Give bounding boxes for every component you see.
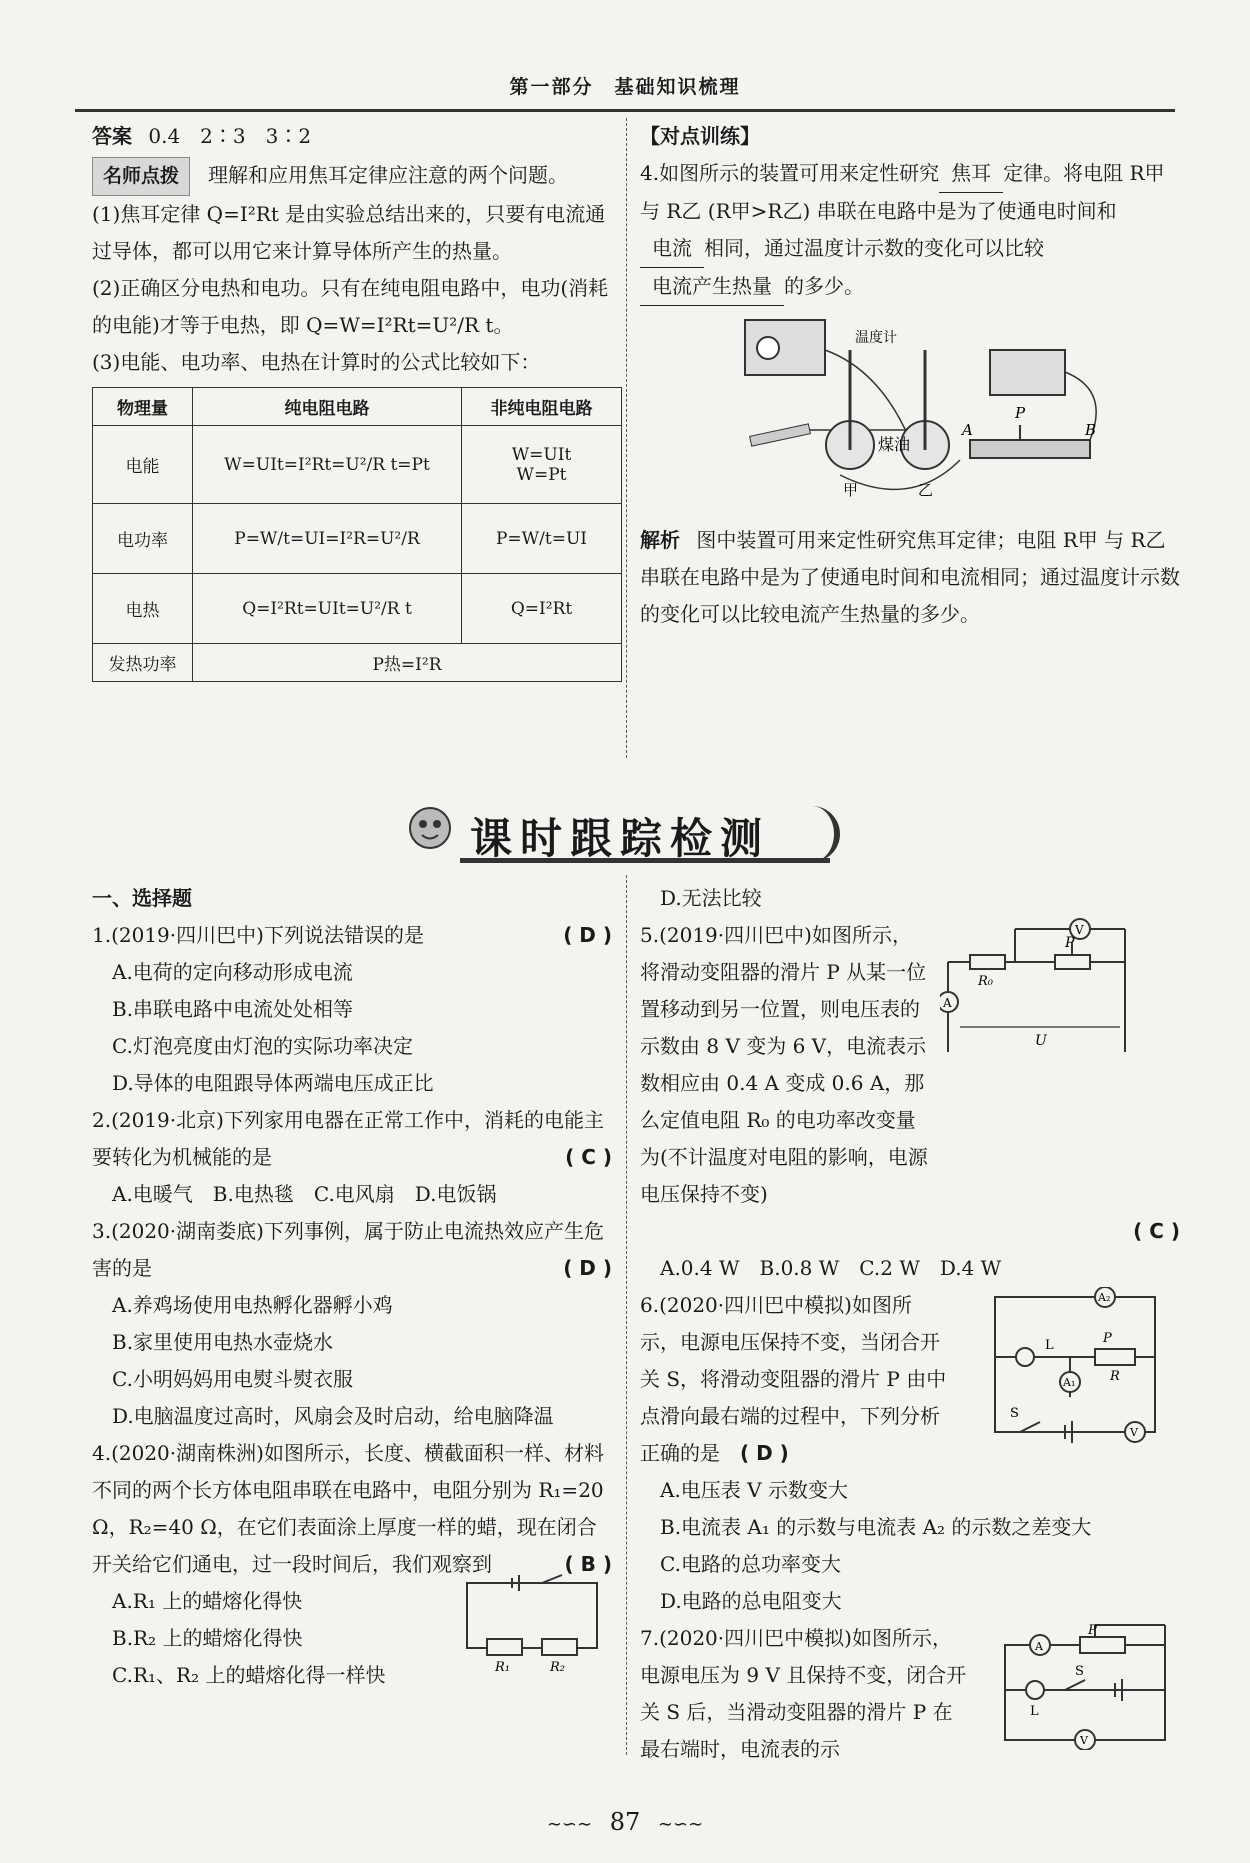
page-ornament-right: ∼∽∼ bbox=[657, 1814, 704, 1835]
q4-text-b: 定律。将电阻 R甲 与 R乙 (R甲>R乙) 串联在电路中是为了使通电时间和 bbox=[640, 161, 1165, 223]
q3-option: B.家里使用电热水壶烧水 bbox=[112, 1330, 334, 1354]
q1-option: A.电荷的定向移动形成电流 bbox=[112, 960, 353, 984]
q3-answer: ( D ) bbox=[563, 1256, 612, 1280]
right-column-bottom bbox=[640, 880, 1180, 1768]
q5-label-V: V bbox=[1075, 923, 1084, 937]
column-divider-top bbox=[626, 118, 627, 758]
q3-option: D.电脑温度过高时，风扇会及时启动，给电脑降温 bbox=[112, 1404, 554, 1428]
q7-label-P: P bbox=[1088, 1623, 1097, 1638]
column-divider-bottom bbox=[626, 875, 627, 1755]
table-cell: W=UIt W=Pt bbox=[462, 426, 622, 504]
q1-answer: ( D ) bbox=[563, 923, 612, 947]
table-cell: Q=I²Rt bbox=[462, 574, 622, 644]
q5-label-U: U bbox=[1035, 1033, 1047, 1049]
q4-label-r1: R₁ bbox=[495, 1660, 510, 1673]
question-2 bbox=[92, 1102, 612, 1176]
q7-text: 7.(2020·四川巴中模拟)如图所示，电源电压为 9 V 且保持不变，闭合开关 S 后，当滑动变阻器的滑片 P 在最右端时，电流表的示 bbox=[640, 1626, 967, 1761]
fig-label-thermometer: 温度计 bbox=[855, 330, 897, 346]
left-column-bottom bbox=[92, 880, 612, 1694]
q6-option: A.电压表 V 示数变大 bbox=[660, 1478, 848, 1502]
blank-1: 焦耳 bbox=[939, 155, 1003, 193]
table-cell: Q=I²Rt=UIt=U²/R t bbox=[193, 574, 462, 644]
left-column-top bbox=[92, 118, 617, 682]
q3-text: 3.(2020·湖南娄底)下列事例，属于防止电流热效应产生危害的是 bbox=[92, 1219, 604, 1280]
q6-label-V: V bbox=[1130, 1426, 1138, 1439]
q6-text: 6.(2020·四川巴中模拟)如图所示，电源电压保持不变，当闭合开关 S，将滑动变阻器的滑片 P 由中点滑向最右端的过程中，下列分析正确的是 bbox=[640, 1293, 947, 1465]
q4-text: 4.(2020·湖南株洲)如图所示，长度、横截面积一样、材料不同的两个长方体电阻串联在电路中，电阻分别为 R₁=20 Ω，R₂=40 Ω，在它们表面涂上厚度一样的蜡，现在闭合开关给它们通电，过一段时间后，我们观察到 bbox=[92, 1441, 604, 1576]
question-5-block bbox=[640, 917, 1180, 1287]
q2-options: A.电暖气 B.电热毯 C.电风扇 D.电饭锅 bbox=[112, 1182, 497, 1206]
q4-option: A.R₁ 上的蜡熔化得快 bbox=[112, 1589, 303, 1613]
q7-circuit-figure bbox=[995, 1620, 1175, 1750]
q4-answer: ( B ) bbox=[564, 1552, 612, 1576]
tip-badge: 名师点拨 bbox=[92, 157, 190, 196]
q6-label-P: P bbox=[1103, 1331, 1112, 1346]
q4-circuit-figure bbox=[457, 1573, 607, 1673]
table-cell: P=W/t=UI bbox=[462, 504, 622, 574]
q6-option: B.电流表 A₁ 的示数与电流表 A₂ 的示数之差变大 bbox=[660, 1515, 1092, 1539]
table-row bbox=[93, 644, 622, 682]
analysis bbox=[640, 522, 1180, 633]
answer-value: 0.4 2∶3 3∶2 bbox=[148, 124, 312, 148]
blank-3: 电流产生热量 bbox=[640, 268, 784, 306]
banner-tail bbox=[800, 806, 840, 862]
right-column-top bbox=[640, 118, 1180, 633]
q4-option-d: D.无法比较 bbox=[660, 886, 762, 910]
q5-text: 5.(2019·四川巴中)如图所示，将滑动变阻器的滑片 P 从某一位置移动到另一位置，则电压表的示数由 8 V 变为 6 V，电流表示数相应由 0.4 A 变成 0.6 A，那么定值电阻 R₀ 的电功率改变量为(不计温度对电阻的影响，电源电压保持不变) bbox=[640, 923, 928, 1206]
table-row bbox=[93, 426, 622, 504]
banner-title: 课时跟踪检测 bbox=[470, 814, 771, 863]
table-header: 物理量 bbox=[93, 388, 193, 426]
q5-answer-line bbox=[640, 1213, 1180, 1250]
answer-line bbox=[92, 118, 617, 155]
table-row bbox=[93, 504, 622, 574]
q7-label-S: S bbox=[1075, 1664, 1084, 1679]
q2-text: 2.(2019·北京)下列家用电器在正常工作中，消耗的电能主要转化为机械能的是 bbox=[92, 1108, 604, 1169]
q1-text: 1.(2019·四川巴中)下列说法错误的是 bbox=[92, 923, 424, 947]
table-header: 非纯电阻电路 bbox=[462, 388, 622, 426]
q2-answer: ( C ) bbox=[565, 1145, 612, 1169]
page-number bbox=[0, 1808, 1250, 1836]
analysis-text: 图中装置可用来定性研究焦耳定律；电阻 R甲 与 R乙 串联在电路中是为了使通电时间和电流相同；通过温度计示数的变化可以比较电流产生热量的多少。 bbox=[640, 528, 1180, 626]
fig-label-yi: 乙 bbox=[918, 481, 934, 499]
q4-option: B.R₂ 上的蜡熔化得快 bbox=[112, 1626, 303, 1650]
fig-label-jia: 甲 bbox=[843, 481, 859, 499]
q4-text-a: 4.如图所示的装置可用来定性研究 bbox=[640, 161, 940, 185]
table-cell: 发热功率 bbox=[93, 644, 193, 682]
q3-option: C.小明妈妈用电熨斗熨衣服 bbox=[112, 1367, 353, 1391]
analysis-label: 解析 bbox=[640, 528, 680, 552]
answer-label: 答案 bbox=[92, 124, 132, 148]
table-cell: 电功率 bbox=[93, 504, 193, 574]
tip-2: (2)正确区分电热和电功。只有在纯电阻电路中，电功(消耗的电能)才等于电热，即 Q=W=I²Rt=U²/R t。 bbox=[92, 276, 609, 337]
question-6-block bbox=[640, 1287, 1180, 1620]
q1-option: B.串联电路中电流处处相等 bbox=[112, 997, 354, 1021]
q4-practice bbox=[640, 155, 1180, 306]
fig-label-A: A bbox=[962, 421, 973, 439]
page-header bbox=[75, 72, 1175, 112]
q4-options-block bbox=[92, 1583, 612, 1694]
page-number-value: 87 bbox=[609, 1808, 641, 1836]
fig-label-oil: 煤油 bbox=[878, 435, 911, 454]
formula-table bbox=[92, 387, 622, 682]
header-title: 第一部分 基础知识梳理 bbox=[509, 76, 741, 98]
q5-label-A: A bbox=[943, 996, 952, 1010]
table-cell: W=UIt=I²Rt=U²/R t=Pt bbox=[193, 426, 462, 504]
question-1 bbox=[92, 917, 612, 954]
q5-label-P: P bbox=[1065, 935, 1075, 951]
q6-label-R: R bbox=[1110, 1369, 1120, 1384]
q6-answer: ( D ) bbox=[740, 1441, 789, 1465]
q3-option: A.养鸡场使用电热孵化器孵小鸡 bbox=[112, 1293, 393, 1317]
q1-option: C.灯泡亮度由灯泡的实际功率决定 bbox=[112, 1034, 413, 1058]
q4-text-d: 的多少。 bbox=[784, 274, 864, 298]
section-practice: 【对点训练】 bbox=[640, 124, 760, 148]
question-5 bbox=[640, 917, 930, 1213]
question-6 bbox=[640, 1287, 950, 1472]
q5-answer: ( C ) bbox=[1133, 1219, 1180, 1243]
question-3 bbox=[92, 1213, 612, 1287]
tip-intro: 理解和应用焦耳定律应注意的两个问题。 bbox=[208, 163, 569, 187]
tip-intro-line bbox=[92, 157, 617, 196]
section-choice: 一、选择题 bbox=[92, 886, 192, 910]
q5-options: A.0.4 W B.0.8 W C.2 W D.4 W bbox=[660, 1256, 1002, 1280]
question-7 bbox=[640, 1620, 970, 1768]
table-header: 纯电阻电路 bbox=[193, 388, 462, 426]
q5-label-R0: R₀ bbox=[978, 974, 993, 989]
table-cell: P热=I²R bbox=[193, 644, 622, 682]
blank-2: 电流 bbox=[640, 230, 704, 268]
q6-option: C.电路的总功率变大 bbox=[660, 1552, 841, 1576]
tip-3: (3)电能、电功率、电热在计算时的公式比较如下： bbox=[92, 350, 541, 374]
table-cell: 电热 bbox=[93, 574, 193, 644]
page-ornament-left: ∼∽∼ bbox=[546, 1814, 593, 1835]
section-banner bbox=[400, 800, 860, 870]
fig-label-B: B bbox=[1085, 421, 1097, 439]
table-cell: P=W/t=UI=I²R=U²/R bbox=[193, 504, 462, 574]
q4-text-c: 相同，通过温度计示数的变化可以比较 bbox=[704, 236, 1044, 260]
q7-label-V: V bbox=[1080, 1734, 1088, 1747]
q6-circuit-figure bbox=[985, 1287, 1165, 1447]
q6-option: D.电路的总电阻变大 bbox=[660, 1589, 842, 1613]
q6-label-A2: A₂ bbox=[1098, 1291, 1111, 1304]
fig-label-P: P bbox=[1015, 404, 1026, 422]
q5-circuit-figure bbox=[940, 917, 1140, 1067]
table-row bbox=[93, 574, 622, 644]
q4-option: C.R₁、R₂ 上的蜡熔化得一样快 bbox=[112, 1663, 386, 1687]
q6-label-A1: A₁ bbox=[1063, 1376, 1076, 1389]
q7-label-L: L bbox=[1030, 1704, 1039, 1719]
mascot-icon bbox=[400, 800, 460, 860]
table-cell: 电能 bbox=[93, 426, 193, 504]
question-7-block bbox=[640, 1620, 1180, 1768]
q4-label-r2: R₂ bbox=[550, 1660, 565, 1673]
joule-apparatus-figure bbox=[660, 310, 1160, 510]
q6-label-S: S bbox=[1010, 1406, 1019, 1421]
question-4 bbox=[92, 1435, 612, 1583]
table-header-row bbox=[93, 388, 622, 426]
tip-1: (1)焦耳定律 Q=I²Rt 是由实验总结出来的，只要有电流通过导体，都可以用它来计算导体所产生的热量。 bbox=[92, 202, 606, 263]
q6-label-L: L bbox=[1045, 1338, 1054, 1353]
q1-option: D.导体的电阻跟导体两端电压成正比 bbox=[112, 1071, 434, 1095]
q7-label-A: A bbox=[1035, 1640, 1043, 1653]
